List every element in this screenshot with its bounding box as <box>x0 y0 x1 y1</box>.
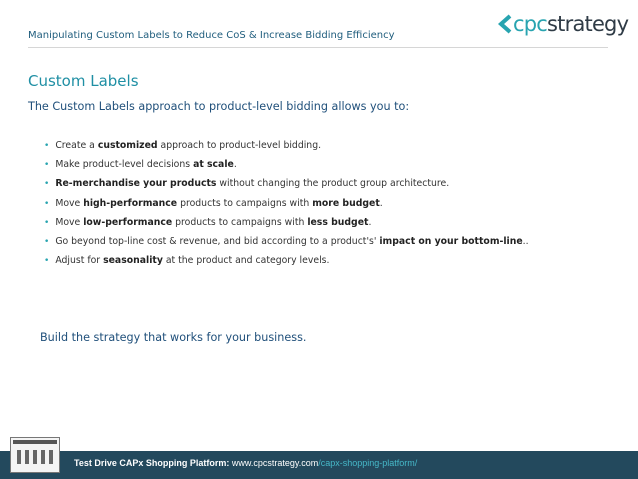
thumbnail-product <box>49 450 53 464</box>
bullet-dot-icon: • <box>44 217 50 228</box>
bullet-text <box>55 159 236 170</box>
bullet-dot-icon: • <box>44 141 50 151</box>
bullet-list <box>44 140 529 274</box>
bullet-emphasis: low-performance <box>83 216 173 228</box>
bullet-item <box>44 255 529 274</box>
bullet-segment: approach to product-level bidding. <box>157 140 322 151</box>
platform-thumbnail <box>10 437 60 473</box>
bullet-segment: at the product and category levels. <box>162 255 330 267</box>
bullet-emphasis: seasonality <box>103 255 163 267</box>
bullet-item <box>44 140 529 159</box>
header-divider <box>28 47 608 48</box>
header-title: Manipulating Custom Labels to Reduce CoS & Increase Bidding Efficiency <box>28 30 395 41</box>
bullet-text <box>55 255 329 266</box>
bullet-item <box>44 178 529 197</box>
bullet-dot-icon: • <box>44 198 50 209</box>
bullet-segment: without changing the product group architecture. <box>216 178 450 190</box>
thumbnail-header <box>13 440 57 444</box>
bullet-text <box>55 178 449 189</box>
logo-wordmark <box>513 12 628 36</box>
cpcstrategy-logo <box>497 12 628 36</box>
thumbnail-product <box>17 450 21 464</box>
bullet-segment: Adjust for <box>55 255 104 267</box>
bullet-item <box>44 217 529 236</box>
bullet-segment: Make product-level decisions <box>55 159 194 171</box>
footer-text <box>74 458 417 468</box>
chevron-logo-icon <box>497 14 512 34</box>
bullet-segment: products to campaigns with <box>177 197 313 209</box>
bullet-dot-icon: • <box>44 179 50 190</box>
bullet-text <box>55 217 371 228</box>
bullet-emphasis: impact on your bottom-line <box>379 235 523 247</box>
bullet-text <box>55 140 321 151</box>
section-title: Custom Labels <box>28 72 139 90</box>
footer-domain[interactable]: www.cpcstrategy.com <box>229 458 319 468</box>
thumbnail-product <box>25 450 29 464</box>
footer-label: Test Drive CAPx Shopping Platform: <box>74 458 230 468</box>
bullet-emphasis: high-performance <box>83 197 178 209</box>
thumbnail-product <box>33 450 37 464</box>
bullet-segment: Go beyond top-line cost & revenue, and bid according to a product's' <box>55 235 380 247</box>
bullet-dot-icon: • <box>44 256 50 267</box>
bullet-text <box>55 198 382 209</box>
closing-text: Build the strategy that works for your business. <box>40 331 307 344</box>
bullet-emphasis: at scale <box>193 159 234 171</box>
bullet-segment: Move <box>55 197 84 209</box>
bullet-emphasis: customized <box>97 140 158 151</box>
bullet-item <box>44 159 529 178</box>
intro-text: The Custom Labels approach to product-level bidding allows you to: <box>28 100 410 113</box>
thumbnail-product <box>41 450 45 464</box>
bullet-segment: . <box>233 159 237 171</box>
bullet-segment: Move <box>55 216 84 228</box>
bullet-emphasis: more budget <box>312 197 380 209</box>
logo-strategy: strategy <box>547 12 629 36</box>
footer-link-path[interactable]: /capx-shopping-platform/ <box>318 458 418 468</box>
bullet-segment: . <box>379 197 383 209</box>
bullet-segment: .. <box>522 235 529 247</box>
bullet-segment: . <box>368 216 372 228</box>
bullet-dot-icon: • <box>44 236 50 247</box>
bullet-segment: Create a <box>55 140 98 151</box>
bullet-segment: products to campaigns with <box>172 216 308 228</box>
bullet-dot-icon: • <box>44 160 50 171</box>
bullet-item <box>44 198 529 217</box>
bullet-emphasis: less budget <box>307 216 369 228</box>
logo-cpc: cpc <box>513 12 548 36</box>
bullet-emphasis: Re-merchandise your products <box>55 178 217 190</box>
bullet-text <box>55 236 528 247</box>
bullet-item <box>44 236 529 255</box>
